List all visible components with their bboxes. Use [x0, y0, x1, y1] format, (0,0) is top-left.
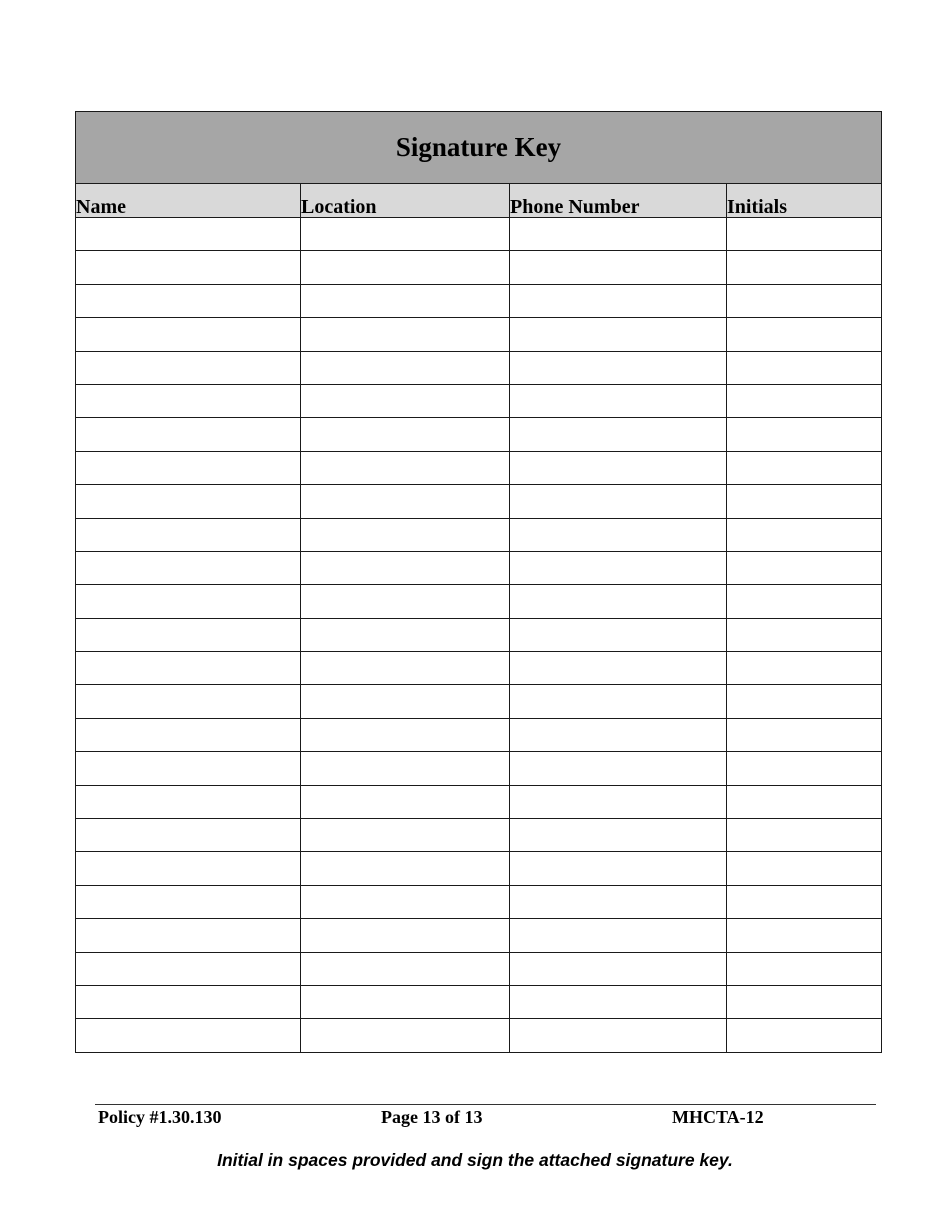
table-row — [76, 985, 882, 1018]
column-header-phone-number: Phone Number — [510, 184, 727, 218]
footer-form-code: MHCTA-12 — [672, 1107, 764, 1127]
cell-initials[interactable] — [727, 284, 882, 317]
cell-location[interactable] — [301, 785, 510, 818]
cell-name[interactable] — [76, 251, 301, 284]
table-row — [76, 451, 882, 484]
cell-phone-number[interactable] — [510, 451, 727, 484]
table-row — [76, 752, 882, 785]
table-row — [76, 718, 882, 751]
column-header-location: Location — [301, 184, 510, 218]
cell-name[interactable] — [76, 418, 301, 451]
cell-location[interactable] — [301, 652, 510, 685]
cell-phone-number[interactable] — [510, 351, 727, 384]
cell-initials[interactable] — [727, 752, 882, 785]
cell-phone-number[interactable] — [510, 251, 727, 284]
cell-phone-number[interactable] — [510, 919, 727, 952]
cell-initials[interactable] — [727, 652, 882, 685]
cell-location[interactable] — [301, 351, 510, 384]
cell-initials[interactable] — [727, 218, 882, 251]
cell-phone-number[interactable] — [510, 685, 727, 718]
cell-phone-number[interactable] — [510, 852, 727, 885]
cell-name[interactable] — [76, 384, 301, 417]
cell-location[interactable] — [301, 1019, 510, 1052]
table-row — [76, 952, 882, 985]
cell-location[interactable] — [301, 919, 510, 952]
cell-phone-number[interactable] — [510, 284, 727, 317]
cell-name[interactable] — [76, 218, 301, 251]
signature-key-table — [75, 111, 882, 1053]
title-row — [76, 112, 882, 184]
cell-location[interactable] — [301, 752, 510, 785]
instruction-text: Initial in spaces provided and sign the attached signature key. — [217, 1150, 733, 1170]
cell-location[interactable] — [301, 251, 510, 284]
cell-location[interactable] — [301, 585, 510, 618]
cell-location[interactable] — [301, 318, 510, 351]
table-row — [76, 652, 882, 685]
cell-phone-number[interactable] — [510, 752, 727, 785]
cell-phone-number[interactable] — [510, 485, 727, 518]
table-row — [76, 485, 882, 518]
cell-location[interactable] — [301, 852, 510, 885]
table-row — [76, 1019, 882, 1052]
cell-location[interactable] — [301, 685, 510, 718]
cell-phone-number[interactable] — [510, 952, 727, 985]
table-row — [76, 618, 882, 651]
cell-initials[interactable] — [727, 718, 882, 751]
cell-initials[interactable] — [727, 318, 882, 351]
cell-name[interactable] — [76, 985, 301, 1018]
cell-phone-number[interactable] — [510, 718, 727, 751]
cell-name[interactable] — [76, 718, 301, 751]
cell-location[interactable] — [301, 952, 510, 985]
cell-initials[interactable] — [727, 418, 882, 451]
cell-phone-number[interactable] — [510, 1019, 727, 1052]
cell-initials[interactable] — [727, 451, 882, 484]
cell-name[interactable] — [76, 885, 301, 918]
cell-initials[interactable] — [727, 852, 882, 885]
table-row — [76, 351, 882, 384]
cell-phone-number[interactable] — [510, 551, 727, 584]
table-row — [76, 284, 882, 317]
cell-name[interactable] — [76, 585, 301, 618]
cell-initials[interactable] — [727, 885, 882, 918]
cell-initials[interactable] — [727, 952, 882, 985]
cell-name[interactable] — [76, 752, 301, 785]
cell-initials[interactable] — [727, 485, 882, 518]
footer-page-number: Page 13 of 13 — [381, 1107, 483, 1127]
cell-location[interactable] — [301, 384, 510, 417]
cell-location[interactable] — [301, 451, 510, 484]
cell-location[interactable] — [301, 218, 510, 251]
column-header-initials: Initials — [727, 184, 882, 218]
cell-name[interactable] — [76, 351, 301, 384]
cell-phone-number[interactable] — [510, 618, 727, 651]
cell-location[interactable] — [301, 819, 510, 852]
cell-name[interactable] — [76, 618, 301, 651]
cell-name[interactable] — [76, 685, 301, 718]
table-row — [76, 819, 882, 852]
table-row — [76, 585, 882, 618]
header-row — [76, 184, 882, 218]
cell-initials[interactable] — [727, 251, 882, 284]
cell-name[interactable] — [76, 485, 301, 518]
cell-name[interactable] — [76, 518, 301, 551]
cell-name[interactable] — [76, 1019, 301, 1052]
table-row — [76, 685, 882, 718]
table-row — [76, 919, 882, 952]
table-row — [76, 251, 882, 284]
cell-name[interactable] — [76, 919, 301, 952]
cell-name[interactable] — [76, 551, 301, 584]
footer-policy-number: Policy #1.30.130 — [98, 1107, 222, 1127]
table-body — [76, 218, 882, 1053]
cell-location[interactable] — [301, 284, 510, 317]
cell-phone-number[interactable] — [510, 652, 727, 685]
cell-initials[interactable] — [727, 518, 882, 551]
cell-name[interactable] — [76, 451, 301, 484]
cell-initials[interactable] — [727, 1019, 882, 1052]
cell-name[interactable] — [76, 652, 301, 685]
cell-location[interactable] — [301, 518, 510, 551]
footer-divider — [95, 1104, 876, 1105]
cell-location[interactable] — [301, 418, 510, 451]
cell-phone-number[interactable] — [510, 518, 727, 551]
cell-initials[interactable] — [727, 785, 882, 818]
cell-initials[interactable] — [727, 351, 882, 384]
cell-location[interactable] — [301, 885, 510, 918]
cell-location[interactable] — [301, 551, 510, 584]
cell-name[interactable] — [76, 819, 301, 852]
table-row — [76, 384, 882, 417]
cell-phone-number[interactable] — [510, 985, 727, 1018]
cell-phone-number[interactable] — [510, 318, 727, 351]
cell-phone-number[interactable] — [510, 418, 727, 451]
table-row — [76, 852, 882, 885]
cell-phone-number[interactable] — [510, 785, 727, 818]
cell-initials[interactable] — [727, 384, 882, 417]
cell-initials[interactable] — [727, 685, 882, 718]
table-row — [76, 885, 882, 918]
cell-name[interactable] — [76, 785, 301, 818]
cell-location[interactable] — [301, 985, 510, 1018]
cell-phone-number[interactable] — [510, 585, 727, 618]
table-row — [76, 218, 882, 251]
cell-location[interactable] — [301, 718, 510, 751]
cell-phone-number[interactable] — [510, 819, 727, 852]
column-header-name: Name — [76, 184, 301, 218]
signature-key-sheet — [75, 111, 881, 1053]
cell-location[interactable] — [301, 485, 510, 518]
table-title: Signature Key — [76, 112, 882, 184]
cell-initials[interactable] — [727, 919, 882, 952]
cell-name[interactable] — [76, 284, 301, 317]
table-row — [76, 318, 882, 351]
cell-initials[interactable] — [727, 618, 882, 651]
cell-phone-number[interactable] — [510, 218, 727, 251]
cell-name[interactable] — [76, 318, 301, 351]
cell-name[interactable] — [76, 952, 301, 985]
cell-initials[interactable] — [727, 985, 882, 1018]
cell-initials[interactable] — [727, 551, 882, 584]
cell-name[interactable] — [76, 852, 301, 885]
cell-phone-number[interactable] — [510, 885, 727, 918]
cell-location[interactable] — [301, 618, 510, 651]
cell-initials[interactable] — [727, 585, 882, 618]
table-row — [76, 551, 882, 584]
cell-phone-number[interactable] — [510, 384, 727, 417]
cell-initials[interactable] — [727, 819, 882, 852]
table-row — [76, 518, 882, 551]
table-row — [76, 785, 882, 818]
table-row — [76, 418, 882, 451]
